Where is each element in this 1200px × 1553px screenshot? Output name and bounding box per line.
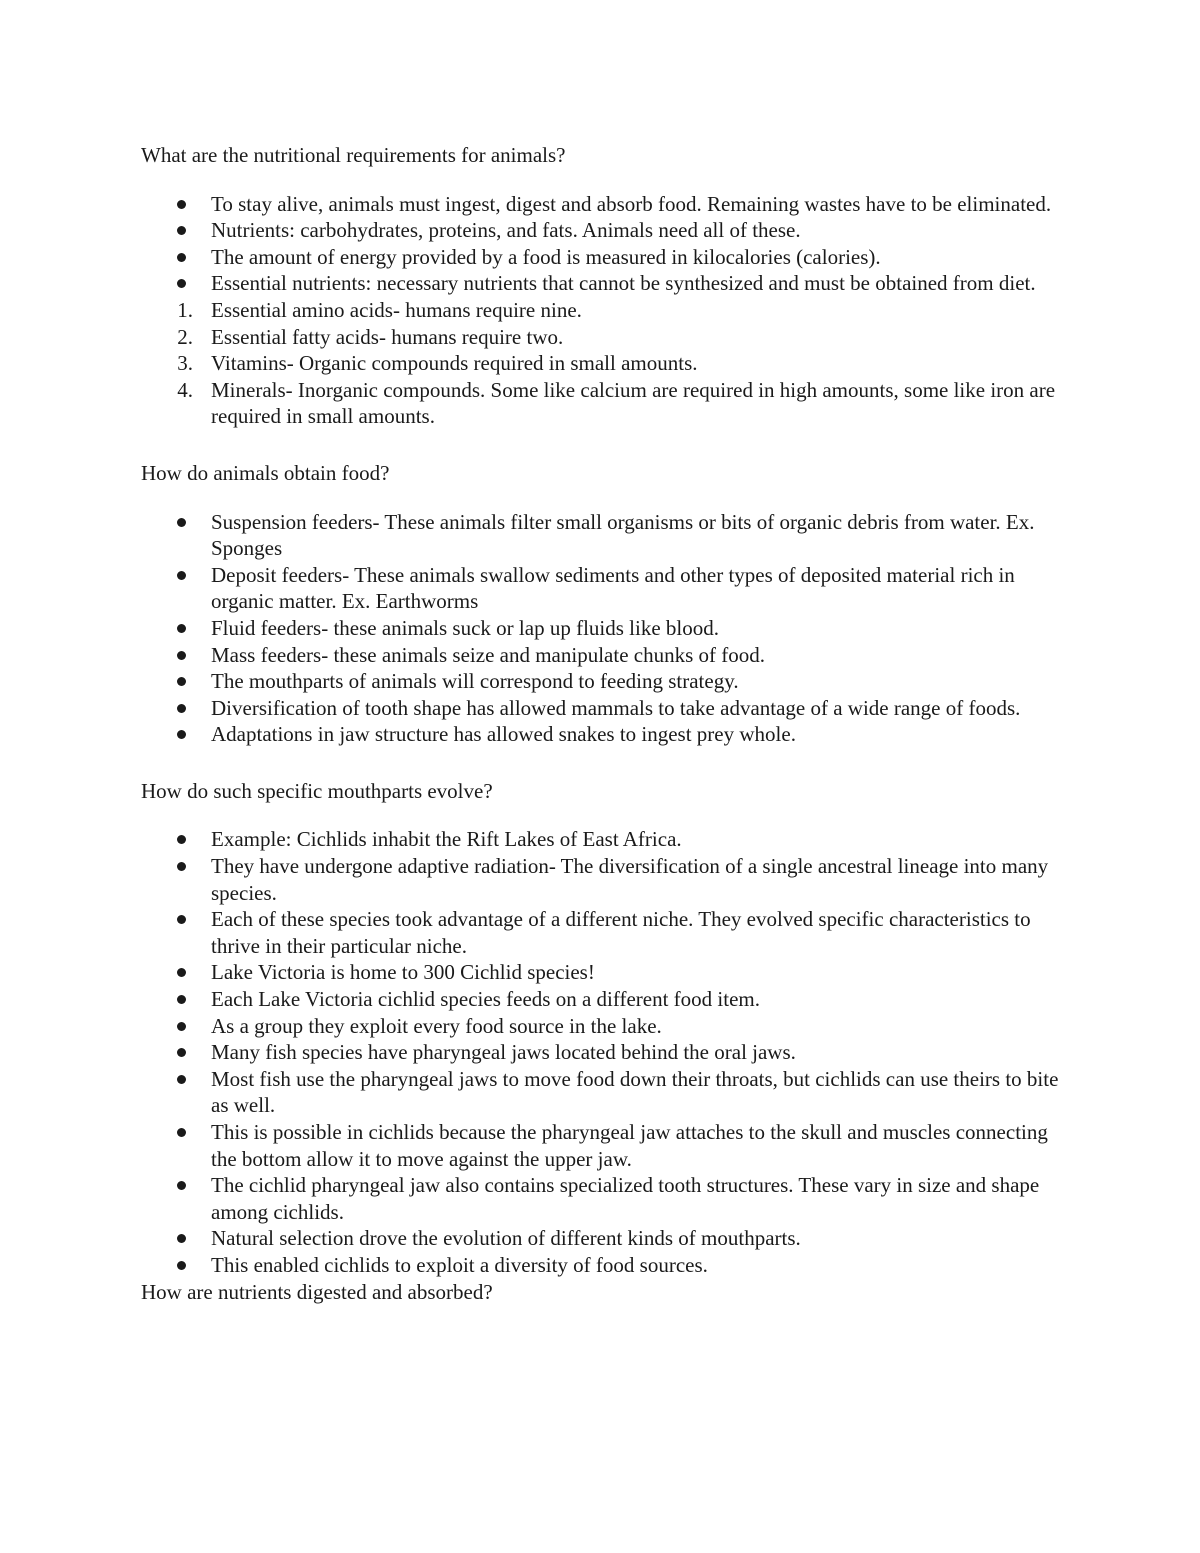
section-heading-obtain-food: How do animals obtain food? — [141, 460, 390, 485]
bullet-icon — [177, 518, 186, 527]
bullet-icon — [177, 624, 186, 633]
numbered-item: 1. Essential amino acids- humans require nine. — [141, 297, 1066, 324]
document-page — [141, 142, 1066, 1305]
list-item: Mass feeders- these animals seize and manipulate chunks of food. — [141, 642, 1066, 669]
list-item: Example: Cichlids inhabit the Rift Lakes of East Africa. — [141, 826, 1066, 853]
list-item: They have undergone adaptive radiation- The diversification of a single ancestral lineage into many species. — [141, 853, 1066, 906]
bullet-icon — [177, 704, 186, 713]
bullet-icon — [177, 1261, 186, 1270]
bullet-icon — [177, 571, 186, 580]
list-item: As a group they exploit every food source in the lake. — [141, 1013, 1066, 1040]
bullet-icon — [177, 1128, 186, 1137]
list-number: 3. — [177, 351, 193, 376]
bullet-icon — [177, 915, 186, 924]
bullet-icon — [177, 1234, 186, 1243]
numbered-item: 2. Essential fatty acids- humans require two. — [141, 324, 1066, 351]
list-item: Suspension feeders- These animals filter small organisms or bits of organic debris from water. Ex. Sponges — [141, 509, 1066, 562]
bullet-icon — [177, 835, 186, 844]
bullet-icon — [177, 995, 186, 1004]
list-item: Fluid feeders- these animals suck or lap up fluids like blood. — [141, 615, 1066, 642]
section-heading-mouthparts-evolve: How do such specific mouthparts evolve? — [141, 778, 493, 803]
bullet-icon — [177, 200, 186, 209]
list-item: Essential nutrients: necessary nutrients that cannot be synthesized and must be obtained from diet. — [141, 270, 1066, 297]
bullet-icon — [177, 1022, 186, 1031]
bullet-list-nutritional-requirements — [141, 191, 1066, 297]
bullet-icon — [177, 253, 186, 262]
list-item: The amount of energy provided by a food is measured in kilocalories (calories). — [141, 244, 1066, 271]
list-item: To stay alive, animals must ingest, digest and absorb food. Remaining wastes have to be eliminated. — [141, 191, 1066, 218]
list-item: The cichlid pharyngeal jaw also contains specialized tooth structures. These vary in size and shape among cichlids. — [141, 1172, 1066, 1225]
list-number: 4. — [177, 377, 193, 402]
numbered-list-essential-nutrients — [141, 297, 1066, 430]
list-item: Adaptations in jaw structure has allowed snakes to ingest prey whole. — [141, 721, 1066, 748]
list-number: 1. — [177, 297, 193, 322]
bullet-icon — [177, 1075, 186, 1084]
bullet-list-mouthparts-evolve — [141, 826, 1066, 1278]
list-item: This enabled cichlids to exploit a diversity of food sources. — [141, 1252, 1066, 1279]
list-item: Diversification of tooth shape has allowed mammals to take advantage of a wide range of foods. — [141, 695, 1066, 722]
bullet-icon — [177, 279, 186, 288]
bullet-list-obtain-food — [141, 509, 1066, 748]
list-item: This is possible in cichlids because the pharyngeal jaw attaches to the skull and muscles connecting the bottom allow it to move against the upper jaw. — [141, 1119, 1066, 1172]
list-item: Deposit feeders- These animals swallow sediments and other types of deposited material rich in organic matter. Ex. Earthworms — [141, 562, 1066, 615]
list-item: Natural selection drove the evolution of different kinds of mouthparts. — [141, 1225, 1066, 1252]
bullet-icon — [177, 730, 186, 739]
list-item: Each of these species took advantage of a different niche. They evolved specific characteristics to thrive in their particular niche. — [141, 906, 1066, 959]
bullet-icon — [177, 968, 186, 977]
bullet-icon — [177, 1181, 186, 1190]
list-item: Lake Victoria is home to 300 Cichlid species! — [141, 959, 1066, 986]
list-item: Each Lake Victoria cichlid species feeds on a different food item. — [141, 986, 1066, 1013]
list-item: The mouthparts of animals will correspond to feeding strategy. — [141, 668, 1066, 695]
bullet-icon — [177, 1048, 186, 1057]
list-item: Most fish use the pharyngeal jaws to move food down their throats, but cichlids can use theirs to bite as well. — [141, 1066, 1066, 1119]
bullet-icon — [177, 226, 186, 235]
section-heading-nutritional-requirements: What are the nutritional requirements for animals? — [141, 143, 566, 167]
bullet-icon — [177, 651, 186, 660]
bullet-icon — [177, 862, 186, 871]
list-item: Nutrients: carbohydrates, proteins, and fats. Animals need all of these. — [141, 217, 1066, 244]
numbered-item: 3. Vitamins- Organic compounds required in small amounts. — [141, 350, 1066, 377]
list-number: 2. — [177, 324, 193, 349]
bullet-icon — [177, 677, 186, 686]
section-heading-digested-absorbed: How are nutrients digested and absorbed? — [141, 1279, 493, 1304]
list-item: Many fish species have pharyngeal jaws located behind the oral jaws. — [141, 1039, 1066, 1066]
numbered-item: 4. Minerals- Inorganic compounds. Some like calcium are required in high amounts, some like iron are required in small amounts. — [141, 377, 1066, 430]
